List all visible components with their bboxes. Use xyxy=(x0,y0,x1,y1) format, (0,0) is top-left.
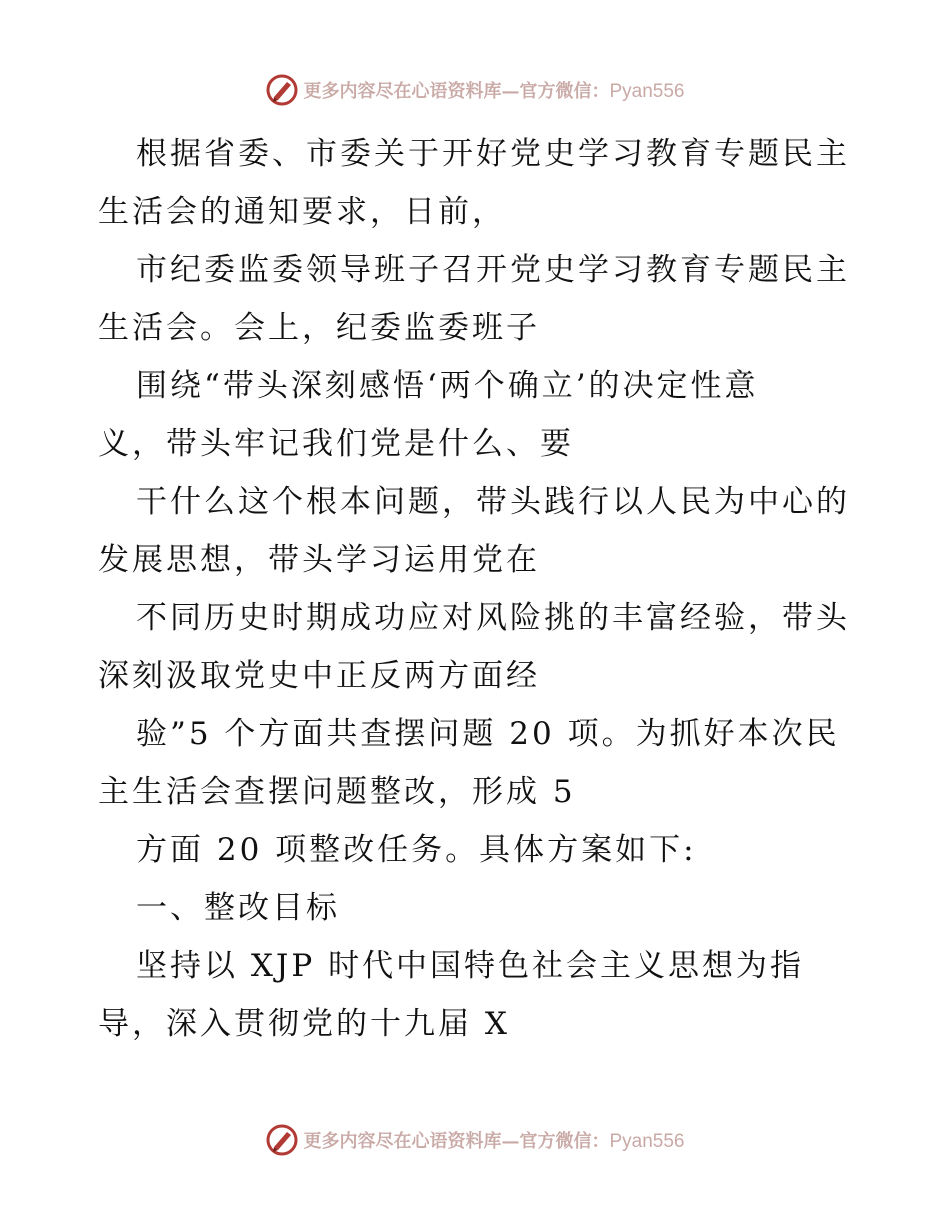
text-line: 干什么这个根本问题，带头践行以人民为中心的 xyxy=(136,484,850,520)
text-line: 发展思想，带头学习运用党在 xyxy=(98,542,540,578)
text-line: 深刻汲取党史中正反两方面经 xyxy=(98,658,540,694)
text-line: 方面 20 项整改任务。具体方案如下: xyxy=(136,832,697,868)
text-line: 根据省委、市委关于开好党史学习教育专题民主 xyxy=(136,136,850,172)
text-line: 不同历史时期成功应对风险挑的丰富经验，带头 xyxy=(136,600,850,636)
pen-circle-logo-icon xyxy=(265,1123,299,1157)
text-line: 验”5 个方面共查摆问题 20 项。为抓好本次民 xyxy=(136,716,840,752)
header-banner xyxy=(0,70,950,110)
document-body xyxy=(98,125,858,1053)
text-line: 围绕“带头深刻感悟‘两个确立’的决定性意 xyxy=(136,368,759,404)
header-wechat-id: Pyan556 xyxy=(609,81,685,102)
footer-text: 更多内容尽在心语资料库—官方微信：Pyan556 xyxy=(303,1131,685,1152)
section-heading: 一、整改目标 xyxy=(136,890,340,926)
text-line: 生活会。会上，纪委监委班子 xyxy=(98,310,540,346)
text-line: 坚持以 XJP 时代中国特色社会主义思想为指 xyxy=(136,948,805,984)
text-line: 市纪委监委领导班子召开党史学习教育专题民主 xyxy=(136,252,850,288)
pen-circle-logo-icon xyxy=(265,73,299,107)
text-line: 义，带头牢记我们党是什么、要 xyxy=(98,426,574,462)
footer-wechat-id: Pyan556 xyxy=(609,1131,685,1152)
footer-banner xyxy=(0,1120,950,1160)
text-line: 导，深入贯彻党的十九届 X xyxy=(98,1006,510,1042)
header-text: 更多内容尽在心语资料库—官方微信：Pyan556 xyxy=(303,81,685,102)
text-line: 生活会的通知要求，日前， xyxy=(98,194,506,230)
text-line: 主生活会查摆问题整改，形成 5 xyxy=(98,774,576,810)
